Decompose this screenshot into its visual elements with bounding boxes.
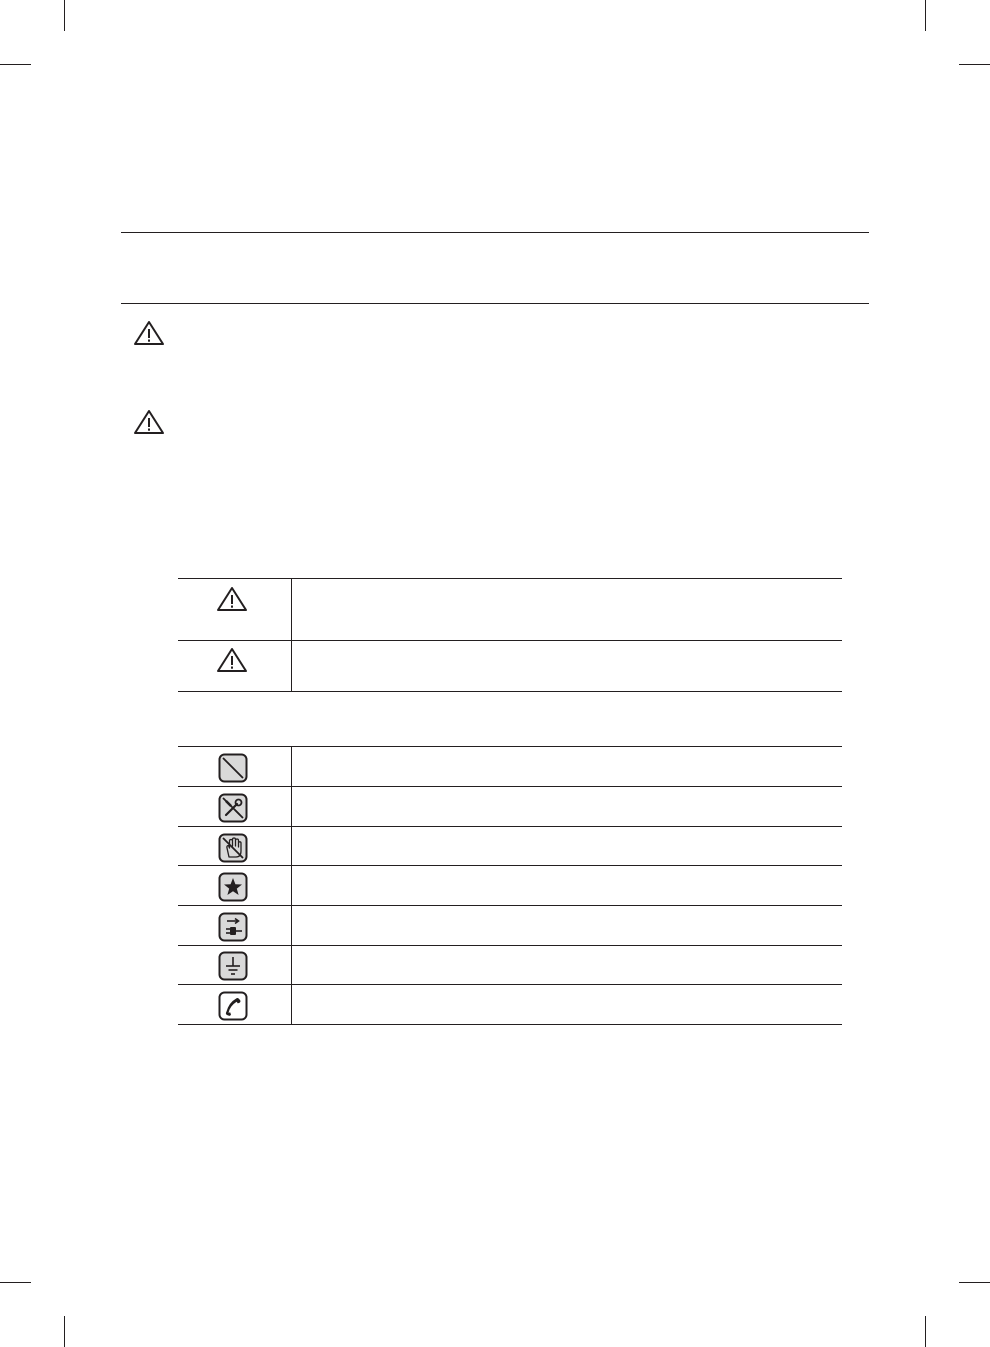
crop-mark-bottom-right-v — [925, 1316, 926, 1347]
table-rule — [178, 746, 842, 747]
header-bottom-rule — [121, 303, 869, 304]
contact-service-icon — [218, 991, 248, 1021]
crop-mark-bottom-right-h — [959, 1282, 990, 1283]
table-rule — [178, 984, 842, 985]
table-rule — [178, 905, 842, 906]
table-rule — [178, 945, 842, 946]
warning-triangle-icon — [216, 586, 248, 612]
table-rule — [178, 578, 842, 579]
table-rule — [178, 640, 842, 641]
crop-mark-top-right-h — [959, 64, 990, 65]
ground-icon — [218, 951, 248, 981]
crop-mark-top-right-v — [925, 0, 926, 31]
do-not-disassemble-icon — [218, 793, 248, 823]
prohibited-icon — [218, 753, 248, 783]
crop-mark-bottom-left-h — [0, 1282, 31, 1283]
table-rule — [178, 691, 842, 692]
warning-triangle-icon — [133, 320, 165, 346]
table-rule — [178, 826, 842, 827]
crop-mark-top-left-v — [64, 0, 65, 31]
warning-triangle-icon — [133, 409, 165, 435]
table-column-divider — [291, 578, 292, 691]
unplug-power-icon — [218, 912, 248, 942]
table-rule — [178, 865, 842, 866]
follow-instructions-icon — [218, 872, 248, 902]
table-rule — [178, 1024, 842, 1025]
table-rule — [178, 786, 842, 787]
table-column-divider — [291, 746, 292, 1024]
crop-mark-top-left-h — [0, 64, 31, 65]
crop-mark-bottom-left-v — [64, 1316, 65, 1347]
do-not-touch-icon — [218, 833, 248, 863]
header-top-rule — [121, 232, 869, 233]
warning-triangle-icon — [216, 647, 248, 673]
